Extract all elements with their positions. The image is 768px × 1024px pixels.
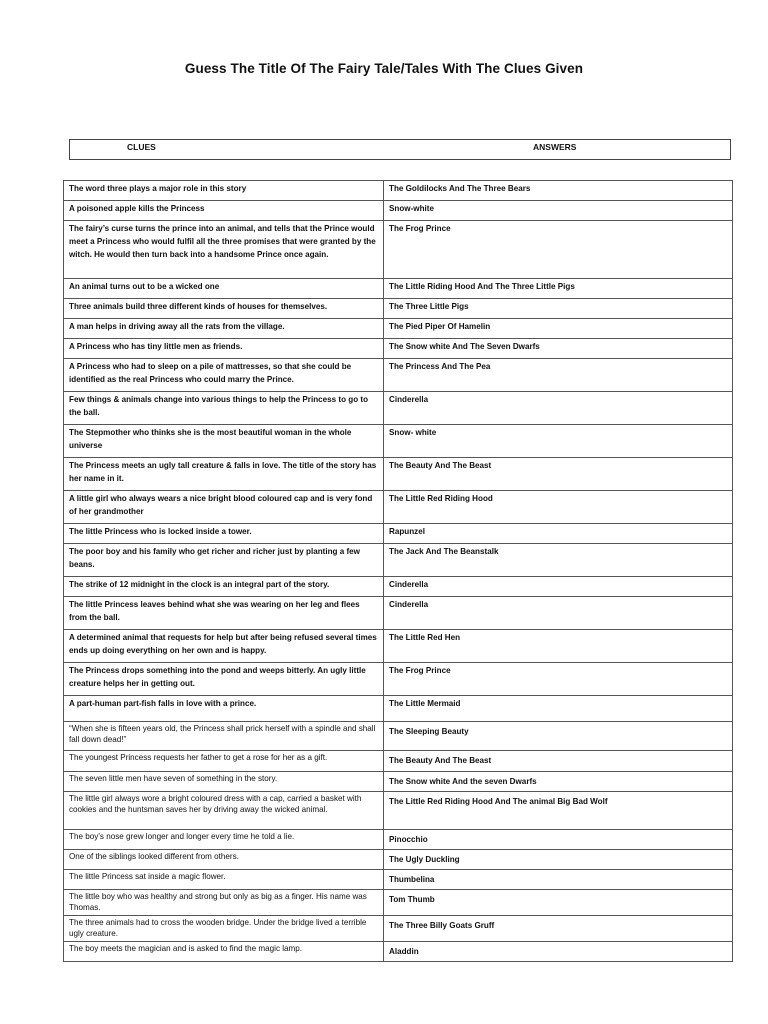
clue-cell: The little Princess sat inside a magic flower. (64, 870, 384, 890)
clue-cell: A man helps in driving away all the rats from the village. (64, 319, 384, 339)
clue-cell: The Stepmother who thinks she is the most beautiful woman in the whole universe (64, 425, 384, 458)
clue-cell: The boy meets the magician and is asked to find the magic lamp. (64, 942, 384, 962)
clue-cell: A Princess who had to sleep on a pile of mattresses, so that she could be identified as the real Princess who could marry the Prince. (64, 359, 384, 392)
answer-cell: The Three Billy Goats Gruff (384, 916, 733, 942)
table-row (64, 751, 733, 772)
answer-cell: Cinderella (384, 392, 733, 425)
answer-cell: The Little Riding Hood And The Three Little Pigs (384, 279, 733, 299)
answer-cell: The Jack And The Beanstalk (384, 544, 733, 577)
clue-cell: The Princess drops something into the pond and weeps bitterly. An ugly little creature helps her in getting out. (64, 663, 384, 696)
table-row (64, 319, 733, 339)
answer-cell: The Pied Piper Of Hamelin (384, 319, 733, 339)
clue-cell: The boy’s nose grew longer and longer every time he told a lie. (64, 830, 384, 850)
answer-cell: The Little Mermaid (384, 696, 733, 722)
table-row (64, 772, 733, 792)
answer-cell: The Little Red Riding Hood (384, 491, 733, 524)
clue-cell: Few things & animals change into various things to help the Princess to go to the ball. (64, 392, 384, 425)
answer-cell: Cinderella (384, 597, 733, 630)
answer-cell: The Princess And The Pea (384, 359, 733, 392)
table-row (64, 916, 733, 942)
answer-cell: The Three Little Pigs (384, 299, 733, 319)
clues-header: CLUES (127, 142, 156, 152)
answer-cell: Aladdin (384, 942, 733, 962)
answer-cell: The Frog Prince (384, 221, 733, 279)
clue-cell: A Princess who has tiny little men as friends. (64, 339, 384, 359)
table-row (64, 458, 733, 491)
table-row (64, 181, 733, 201)
clue-cell: “When she is fifteen years old, the Princess shall prick herself with a spindle and shall fall down dead!” (64, 722, 384, 751)
clue-cell: The little Princess who is locked inside a tower. (64, 524, 384, 544)
table-row (64, 201, 733, 221)
column-header-box (69, 139, 731, 160)
answer-cell: The Ugly Duckling (384, 850, 733, 870)
answer-cell: The Snow white And The Seven Dwarfs (384, 339, 733, 359)
table-row (64, 663, 733, 696)
table-row (64, 221, 733, 279)
table-row (64, 830, 733, 850)
clue-cell: Three animals build three different kinds of houses for themselves. (64, 299, 384, 319)
clue-cell: The Princess meets an ugly tall creature & falls in love. The title of the story has her name in it. (64, 458, 384, 491)
clue-cell: The little boy who was healthy and strong but only as big as a finger. His name was Thomas. (64, 890, 384, 916)
table-row (64, 544, 733, 577)
answer-cell: Thumbelina (384, 870, 733, 890)
answer-cell: The Snow white And the seven Dwarfs (384, 772, 733, 792)
clue-cell: One of the siblings looked different from others. (64, 850, 384, 870)
clue-cell: The strike of 12 midnight in the clock is an integral part of the story. (64, 577, 384, 597)
answer-cell: The Beauty And The Beast (384, 751, 733, 772)
answers-header: ANSWERS (533, 142, 577, 152)
clue-cell: The youngest Princess requests her father to get a rose for her as a gift. (64, 751, 384, 772)
answer-cell: Snow- white (384, 425, 733, 458)
table-row (64, 425, 733, 458)
answer-cell: The Beauty And The Beast (384, 458, 733, 491)
clue-cell: The little Princess leaves behind what she was wearing on her leg and flees from the ball. (64, 597, 384, 630)
clue-cell: The poor boy and his family who get richer and richer just by planting a few beans. (64, 544, 384, 577)
table-row (64, 279, 733, 299)
answer-cell: The Goldilocks And The Three Bears (384, 181, 733, 201)
clues-answers-table (63, 180, 733, 962)
table-row (64, 577, 733, 597)
table-row (64, 524, 733, 544)
table-row (64, 299, 733, 319)
answer-cell: Pinocchio (384, 830, 733, 850)
clue-cell: The three animals had to cross the wooden bridge. Under the bridge lived a terrible ugly creature. (64, 916, 384, 942)
answer-cell: The Frog Prince (384, 663, 733, 696)
table-row (64, 890, 733, 916)
clue-cell: A determined animal that requests for help but after being refused several times ends up doing everything on her own and is happy. (64, 630, 384, 663)
answer-cell: The Sleeping Beauty (384, 722, 733, 751)
table-row (64, 792, 733, 830)
clue-cell: A poisoned apple kills the Princess (64, 201, 384, 221)
table-row (64, 696, 733, 722)
clue-cell: The little girl always wore a bright coloured dress with a cap, carried a basket with cookies and the huntsman saves her by driving away the wicked animal. (64, 792, 384, 830)
table-row (64, 339, 733, 359)
clue-cell: The seven little men have seven of something in the story. (64, 772, 384, 792)
clue-cell: The fairy’s curse turns the prince into an animal, and tells that the Prince would meet a Princess who would fulfil all the three promises that were granted by the witch. He would then turn back into a handsome Prince once again. (64, 221, 384, 279)
clue-cell: The word three plays a major role in this story (64, 181, 384, 201)
table-row (64, 491, 733, 524)
clue-cell: An animal turns out to be a wicked one (64, 279, 384, 299)
table-row (64, 722, 733, 751)
answer-cell: The Little Red Hen (384, 630, 733, 663)
table-body (64, 181, 733, 962)
table-row (64, 597, 733, 630)
table-row (64, 850, 733, 870)
answer-cell: Snow-white (384, 201, 733, 221)
answer-cell: Rapunzel (384, 524, 733, 544)
page-title: Guess The Title Of The Fairy Tale/Tales With The Clues Given (184, 61, 584, 76)
clue-cell: A part-human part-fish falls in love with a prince. (64, 696, 384, 722)
answer-cell: Cinderella (384, 577, 733, 597)
clue-cell: A little girl who always wears a nice bright blood coloured cap and is very fond of her grandmother (64, 491, 384, 524)
table-row (64, 392, 733, 425)
answer-cell: The Little Red Riding Hood And The animal Big Bad Wolf (384, 792, 733, 830)
table-row (64, 630, 733, 663)
answer-cell: Tom Thumb (384, 890, 733, 916)
table-row (64, 870, 733, 890)
table-row (64, 359, 733, 392)
table-row (64, 942, 733, 962)
